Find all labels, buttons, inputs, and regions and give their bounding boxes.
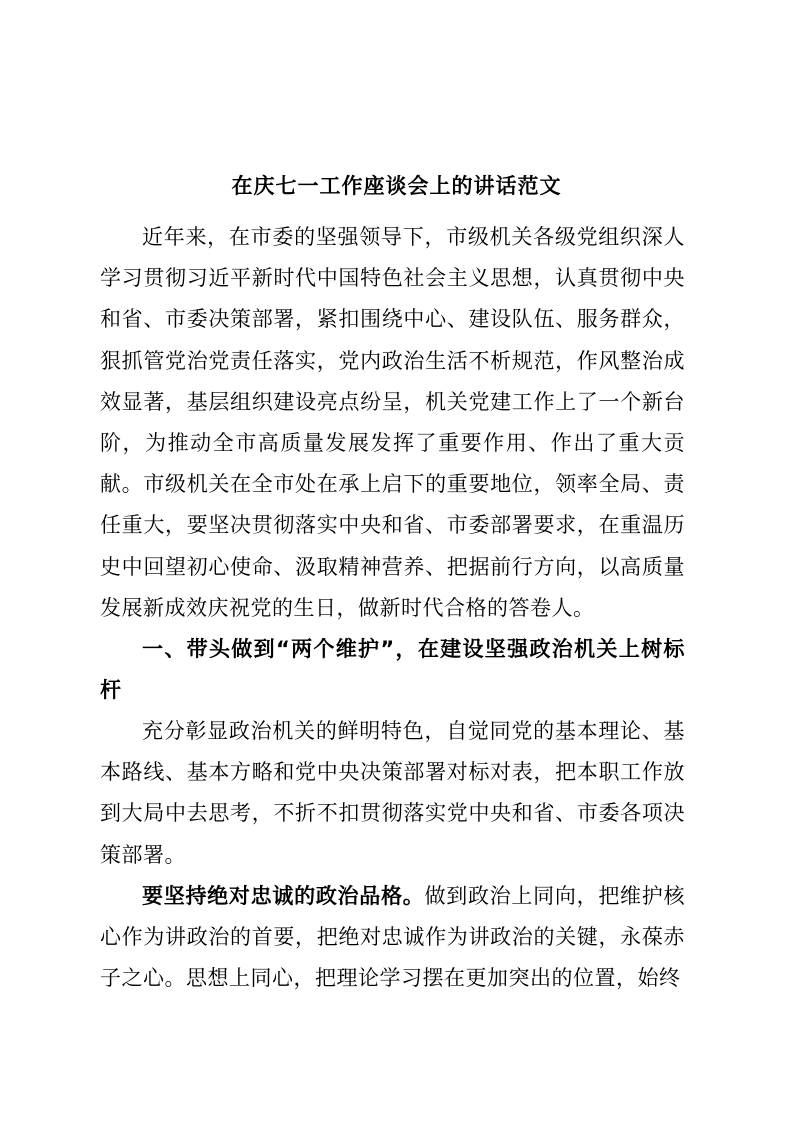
document-title: 在庆七一工作座谈会上的讲话范文 bbox=[231, 174, 562, 198]
paragraph-intro: 近年来，在市委的坚强领导下，市级机关各级党组织深人学习贯彻习近平新时代中国特色社会主义思想，认真贯彻中央和省、市委决策部署，紧扣围绕中心、建设队伍、服务群众，狠抓管党治党责任落实，党内政治生活不析规范，作风整治成效显著，基层组织建设亮点纷呈，机关党建工作上了一个新台阶，为推动全市高质量发展发挥了重要作用、作出了重大贡献。市级机关在全市处在承上启下的重要地位，领率全局、责任重大，要坚决贯彻落实中央和省、市委部署要求，在重温历史中回望初心使命、汲取精神营养、把据前行方向，以高质量发展新成效庆祝党的生日，做新时代合格的答卷人。 bbox=[100, 225, 685, 620]
paragraph-section-1: 充分彰显政治机关的鲜明特色，自觉同党的基本理论、基本路线、基本方略和党中央决策部署对标对表，把本职工作放到大局中去思考，不折不扣贯彻落实党中央和省、市委各项决策部署。 bbox=[100, 719, 685, 867]
section-heading-1: 一、带头做到“两个维护”，在建设坚强政治机关上树标杆 bbox=[100, 637, 685, 703]
paragraph-lead-bold: 要坚持绝对忠诚的政治品格。 bbox=[142, 884, 425, 908]
paragraph-body: 做到政治上同向，把维护核心作为讲政治的首要，把绝对忠诚作为讲政治的关键，永葆赤子之心。思想上同心，把理论学习摆在更加突出的位置，始终 bbox=[100, 884, 686, 991]
paragraph-loyalty bbox=[100, 876, 685, 1000]
